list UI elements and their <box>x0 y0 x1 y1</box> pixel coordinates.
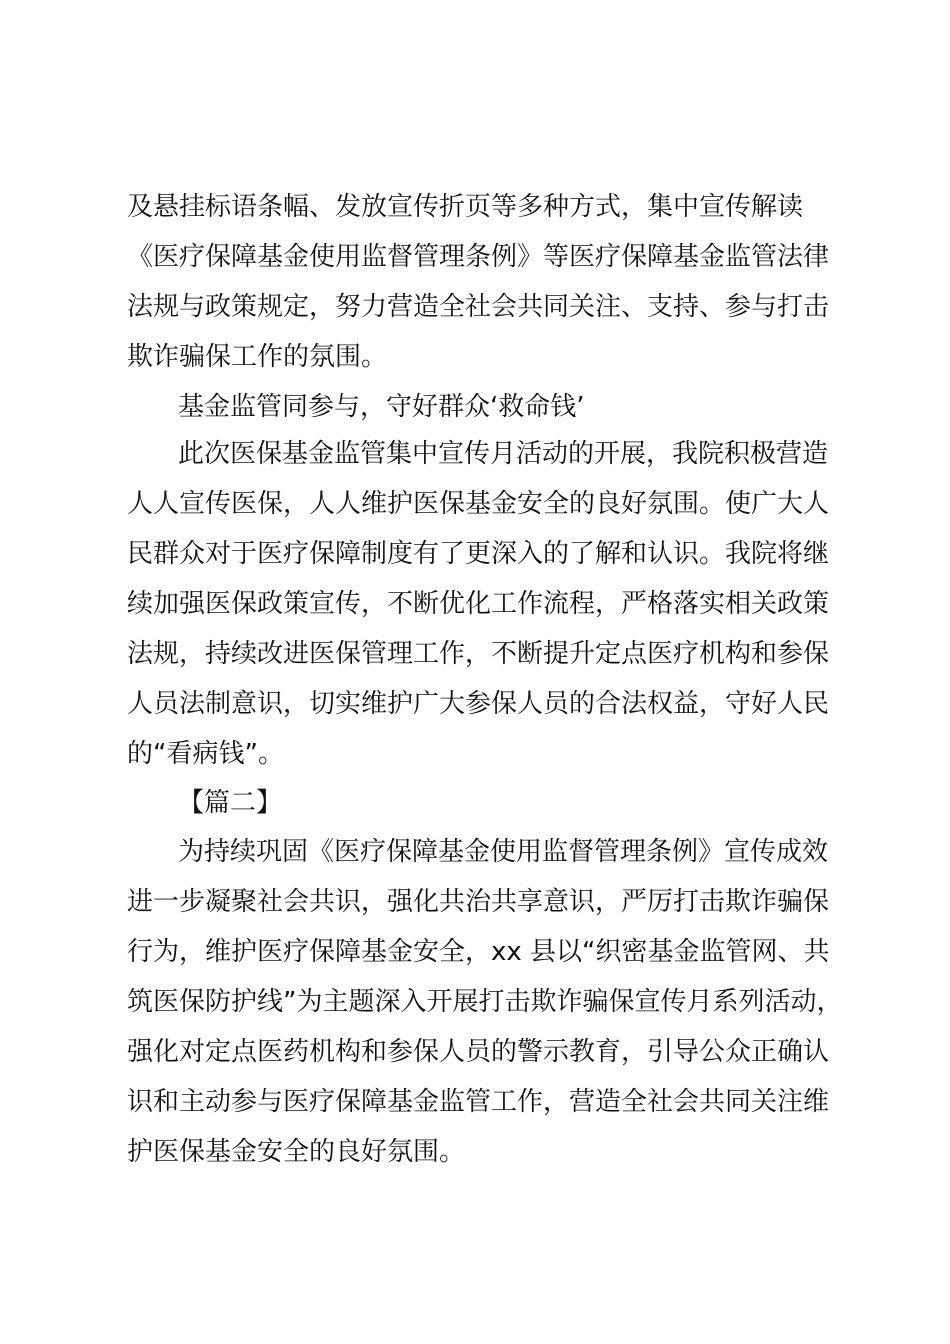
text-line: 法规，持续改进医保管理工作，不断提升定点医疗机构和参保 <box>127 639 830 669</box>
text-line: 进一步凝聚社会共识，强化共治共享意识，严厉打击欺诈骗保 <box>127 887 830 917</box>
text-line: 行为，维护医疗保障基金安全，xx 县以“织密基金监管网、共 <box>127 937 830 967</box>
text-line: 《医疗保障基金使用监督管理条例》等医疗保障基金监管法律 <box>127 242 830 272</box>
text-line: 的“看病钱”。 <box>127 739 284 769</box>
section-heading: 基金监管同参与，守好群众‘救命钱’ <box>178 392 585 422</box>
text-line: 法规与政策规定，努力营造全社会共同关注、支持、参与打击 <box>127 292 830 322</box>
text-line: 民群众对于医疗保障制度有了更深入的了解和认识。我院将继 <box>127 539 830 569</box>
text-line: 强化对定点医药机构和参保人员的警示教育，引导公众正确认 <box>127 1037 830 1067</box>
text-line: 欺诈骗保工作的氛围。 <box>127 342 388 372</box>
text-line: 人员法制意识，切实维护广大参保人员的合法权益，守好人民 <box>127 689 830 719</box>
text-line: 人人宣传医保，人人维护医保基金安全的良好氛围。使广大人 <box>127 489 830 519</box>
text-line: 续加强医保政策宣传，不断优化工作流程，严格落实相关政策 <box>127 589 830 619</box>
text-line: 此次医保基金监管集中宣传月活动的开展，我院积极营造 <box>178 439 829 469</box>
text-line: 及悬挂标语条幅、发放宣传折页等多种方式，集中宣传解读 <box>127 192 804 222</box>
text-line: 护医保基金安全的良好氛围。 <box>127 1137 466 1167</box>
text-line: 识和主动参与医疗保障基金监管工作，营造全社会共同关注维 <box>127 1087 830 1117</box>
text-line: 为持续巩固《医疗保障基金使用监督管理条例》宣传成效 <box>178 837 829 867</box>
text-line: 筑医保防护线”为主题深入开展打击欺诈骗保宣传月系列活动， <box>127 987 843 1017</box>
section-label: 【篇二】 <box>178 788 283 818</box>
